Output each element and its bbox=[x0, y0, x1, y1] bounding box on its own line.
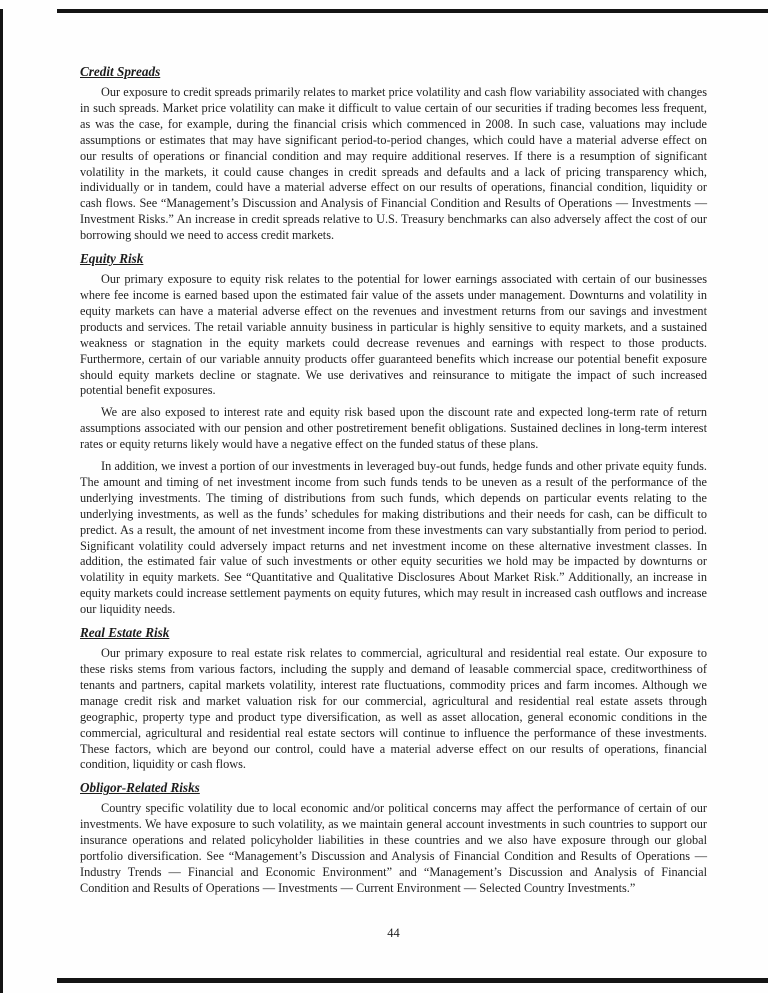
paragraph-equity-risk-3: In addition, we invest a portion of our investments in leveraged buy-out funds, hedge funds and other private equity funds. The amount and timing of net investment income from such funds tends to be uneven as a result of the performance of the underlying investments. The timing of distributions from such funds, which depends on particular events relating to the underlying investments, as well as the funds’ schedules for making distributions and their needs for cash, can be difficult to predict. As a result, the amount of net investment income from these investments can vary substantially from period to period. Significant volatility could adversely impact returns and net investment income on these alternative investment classes. In addition, the estimated fair value of such investments or other equity securities we hold may be impacted by downturns or volatility in equity markets. See “Quantitative and Qualitative Disclosures About Market Risk.” Additionally, an increase in equity markets could increase settlement payments on equity futures, which may result in increased cash outflows and increase our liquidity needs. bbox=[80, 459, 707, 617]
page-number: 44 bbox=[387, 926, 400, 940]
paragraph-obligor-related-risks-1: Country specific volatility due to local economic and/or political concerns may affect the performance of certain of our investments. We have exposure to such volatility, as we maintain general account investments in such countries to support our insurance operations and related policyholder liabilities in these countries and we also have exposure through our global portfolio diversification. See “Management’s Discussion and Analysis of Financial Condition and Results of Operations — Industry Trends — Financial and Economic Environment” and “Management’s Discussion and Analysis of Financial Condition and Results of Operations — Investments — Current Environment — Selected Country Investments.” bbox=[80, 801, 707, 895]
paragraph-credit-spreads-1: Our exposure to credit spreads primarily relates to market price volatility and cash flow variability associated with changes in such spreads. Market price volatility can make it difficult to value certain of our securities if trading becomes less frequent, as was the case, for example, during the financial crisis which commenced in 2008. In such case, valuations may include assumptions or estimates that may have significant period-to-period changes, which could have a material adverse effect on our results of operations or financial condition and may require additional reserves. If there is a resumption of significant volatility in the markets, it could cause changes in credit spreads and defaults and a lack of pricing transparency which, individually or in tandem, could have a material adverse effect on our results of operations, financial condition, liquidity or cash flows. See “Management’s Discussion and Analysis of Financial Condition and Results of Operations — Investments — Investment Risks.” An increase in credit spreads relative to U.S. Treasury benchmarks can also adversely affect the cost of our borrowing should we need to access credit markets. bbox=[80, 85, 707, 243]
text-block bbox=[80, 64, 707, 903]
scan-artifact-left-edge bbox=[0, 9, 3, 993]
section-heading-equity-risk: Equity Risk bbox=[80, 251, 144, 267]
paragraph-real-estate-risk-1: Our primary exposure to real estate risk relates to commercial, agricultural and residential real estate. Our exposure to these risks stems from various factors, including the supply and demand of leasable commercial space, creditworthiness of tenants and partners, capital markets volatility, interest rate fluctuations, commodity prices and farm incomes. Although we manage credit risk and market valuation risk for our commercial, agricultural and residential real estate assets through geographic, property type and product type diversification, as well as asset allocation, general economic conditions in the commercial, agricultural and residential real estate sectors will continue to influence the performance of these investments. These factors, which are beyond our control, could have a material adverse effect on our results of operations, financial condition, liquidity or cash flows. bbox=[80, 646, 707, 772]
paragraph-equity-risk-2: We are also exposed to interest rate and equity risk based upon the discount rate and expected long-term rate of return assumptions associated with our pension and other postretirement benefit obligations. Sustained declines in long-term interest rates or equity returns likely would have a negative effect on the funded status of these plans. bbox=[80, 405, 707, 452]
scan-artifact-bottom-edge bbox=[57, 978, 768, 983]
scan-artifact-top-edge bbox=[57, 9, 768, 13]
section-heading-obligor-related-risks: Obligor-Related Risks bbox=[80, 780, 200, 796]
section-heading-real-estate-risk: Real Estate Risk bbox=[80, 625, 170, 641]
section-heading-credit-spreads: Credit Spreads bbox=[80, 64, 161, 79]
paragraph-equity-risk-1: Our primary exposure to equity risk relates to the potential for lower earnings associated with certain of our businesses where fee income is earned based upon the estimated fair value of the assets under management. Downturns and volatility in equity markets can have a material adverse effect on the revenues and investment returns from our savings and investment products and services. The retail variable annuity business in particular is highly sensitive to equity markets, and a sustained weakness or stagnation in the equity markets could decrease revenues and earnings with respect to those products. Furthermore, certain of our variable annuity products offer guaranteed benefits which increase our potential benefit exposure should equity markets decline or stagnate. We use derivatives and reinsurance to mitigate the impact of such increased potential benefit exposures. bbox=[80, 272, 707, 398]
